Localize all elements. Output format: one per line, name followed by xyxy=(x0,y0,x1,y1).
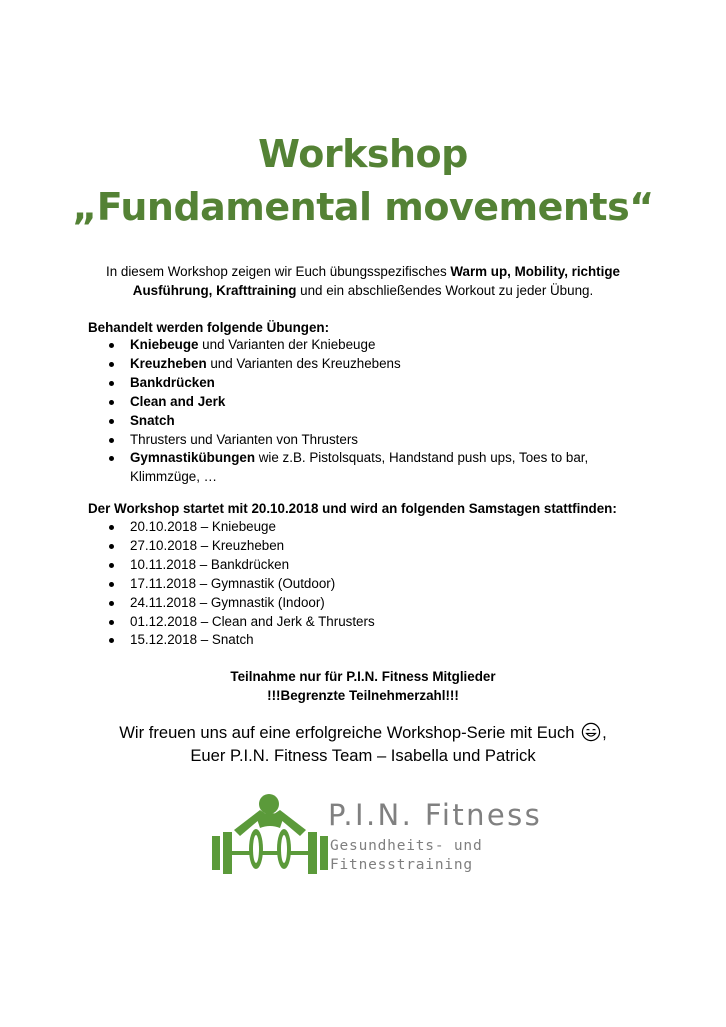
intro-text-2: und ein abschließendes Workout zu jeder Übung. xyxy=(296,283,594,298)
page-title-line2: „Fundamental movements“ xyxy=(72,185,654,229)
exercise-item xyxy=(106,449,626,487)
exercise-detail: wie z.B. Pistolsquats, Handstand push ups, Toes to bar, Klimmzüge, … xyxy=(130,450,589,485)
exercise-detail: und Varianten der Kniebeuge xyxy=(198,337,376,352)
schedule-item: 01.12.2018 – Clean and Jerk & Thrusters xyxy=(106,613,626,632)
exercise-item xyxy=(106,412,626,431)
exercise-item xyxy=(106,431,626,450)
brand-tagline-2: Fitnesstraining xyxy=(330,857,473,873)
exercise-name: Kniebeuge xyxy=(130,337,199,352)
schedule-item: 15.12.2018 – Snatch xyxy=(106,631,626,650)
schedule-item: 20.10.2018 – Kniebeuge xyxy=(106,518,626,537)
exercise-list xyxy=(106,336,626,487)
notice-members-only: Teilnahme nur für P.I.N. Fitness Mitglieder xyxy=(230,669,496,684)
exercises-heading: Behandelt werden folgende Übungen: xyxy=(88,320,330,335)
exercise-item xyxy=(106,355,626,374)
schedule-item: 27.10.2018 – Kreuzheben xyxy=(106,537,626,556)
schedule-item: 24.11.2018 – Gymnastik (Indoor) xyxy=(106,594,626,613)
schedule-list xyxy=(106,518,626,650)
brand-tagline-1: Gesundheits- und xyxy=(330,838,483,854)
closing-text: Wir freuen uns auf eine erfolgreiche Workshop-Serie mit Euch xyxy=(119,723,580,742)
schedule-item: 10.11.2018 – Bankdrücken xyxy=(106,556,626,575)
exercise-name: Kreuzheben xyxy=(130,355,207,371)
exercise-detail: Thrusters und Varianten von Thrusters xyxy=(130,431,358,447)
schedule-heading: Der Workshop startet mit 20.10.2018 und wird an folgenden Samstagen stattfinden: xyxy=(88,501,617,516)
brand-name: P.I.N. Fitness xyxy=(328,798,543,832)
exercise-item xyxy=(106,374,626,393)
notice-limited-seats: !!!Begrenzte Teilnehmerzahl!!! xyxy=(267,688,459,703)
exercise-name: Gymnastikübungen xyxy=(130,450,255,466)
intro-bold-topics: Warm up, Mobility, richtige Ausführung, Krafttraining xyxy=(132,264,620,298)
closing-signature: Euer P.I.N. Fitness Team – Isabella und Patrick xyxy=(190,746,536,765)
exercise-item xyxy=(106,336,626,355)
exercise-name: Bankdrücken xyxy=(130,374,215,390)
intro-paragraph xyxy=(90,262,636,300)
exercise-detail: und Varianten des Kreuzhebens xyxy=(206,355,401,371)
page-title-line1: Workshop xyxy=(258,132,468,176)
schedule-item: 17.11.2018 – Gymnastik (Outdoor) xyxy=(106,575,626,594)
exercise-item xyxy=(106,393,626,412)
exercise-name: Snatch xyxy=(130,412,175,428)
exercise-name: Clean and Jerk xyxy=(130,393,226,409)
closing-comma: , xyxy=(602,723,607,742)
intro-text-1: In diesem Workshop zeigen wir Euch übungsspezifisches xyxy=(106,264,451,279)
